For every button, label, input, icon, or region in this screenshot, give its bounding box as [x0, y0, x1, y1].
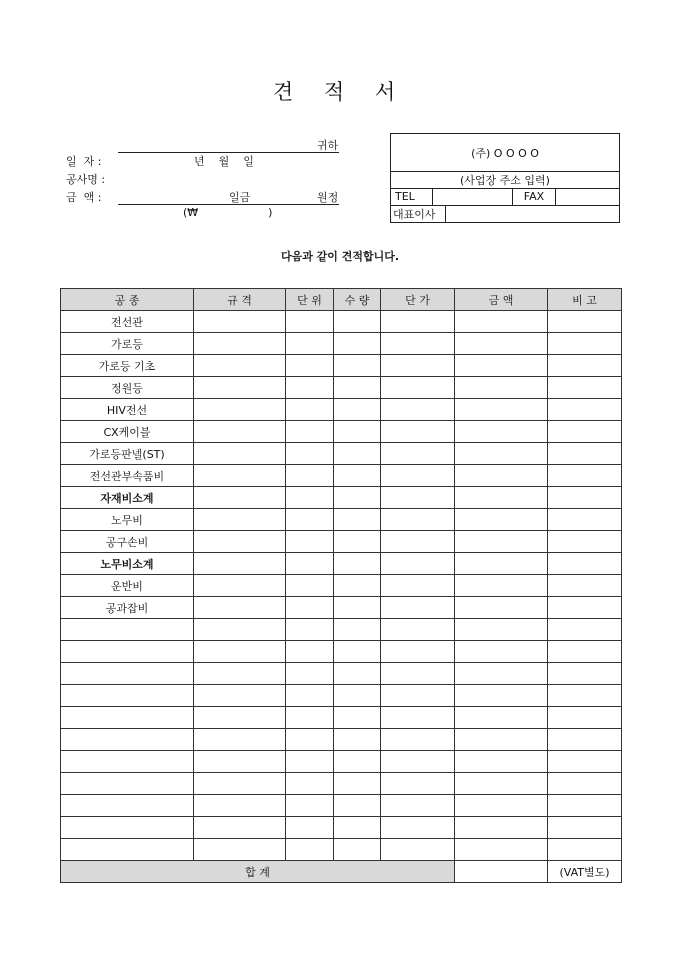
unit-price-cell[interactable] — [381, 311, 455, 333]
amount-cell[interactable] — [455, 817, 548, 839]
amount-won-field[interactable]: (₩ ) — [183, 206, 273, 219]
remarks-cell[interactable] — [548, 663, 622, 685]
remarks-cell[interactable] — [548, 773, 622, 795]
unit-price-cell[interactable] — [381, 509, 455, 531]
item-name-cell[interactable]: 전선관부속품비 — [61, 465, 194, 487]
quantity-cell[interactable] — [334, 597, 381, 619]
item-name-cell[interactable] — [61, 641, 194, 663]
table-row — [61, 355, 622, 377]
unit-cell[interactable] — [286, 311, 334, 333]
table-header-row — [61, 289, 622, 311]
header-spec: 규 격 — [194, 289, 286, 311]
vat-note: (VAT별도) — [548, 861, 622, 883]
amount-cell[interactable] — [455, 421, 548, 443]
table-row — [61, 553, 622, 575]
spec-cell[interactable] — [194, 377, 286, 399]
unit-cell[interactable] — [286, 619, 334, 641]
item-name-cell[interactable]: 자재비소계 — [61, 487, 194, 509]
item-name-cell[interactable]: 노무비 — [61, 509, 194, 531]
unit-price-cell[interactable] — [381, 465, 455, 487]
spec-cell[interactable] — [194, 773, 286, 795]
amount-label: 금 액 : — [66, 191, 102, 204]
supplier-box — [390, 133, 620, 223]
unit-price-cell[interactable] — [381, 377, 455, 399]
quantity-cell[interactable] — [334, 619, 381, 641]
amount-cell[interactable] — [455, 641, 548, 663]
total-label: 합 계 — [61, 861, 455, 883]
unit-price-cell[interactable] — [381, 751, 455, 773]
quantity-cell[interactable] — [334, 751, 381, 773]
remarks-cell[interactable] — [548, 443, 622, 465]
unit-price-cell[interactable] — [381, 707, 455, 729]
item-name-cell[interactable]: 공구손비 — [61, 531, 194, 553]
unit-cell[interactable] — [286, 333, 334, 355]
table-row — [61, 685, 622, 707]
quantity-cell[interactable] — [334, 839, 381, 861]
unit-price-cell[interactable] — [381, 443, 455, 465]
unit-cell[interactable] — [286, 707, 334, 729]
amount-cell[interactable] — [455, 729, 548, 751]
amount-cell[interactable] — [455, 355, 548, 377]
remarks-cell[interactable] — [548, 641, 622, 663]
unit-cell[interactable] — [286, 377, 334, 399]
quote-table — [60, 288, 622, 883]
amount-line — [118, 204, 339, 205]
header-amount: 금 액 — [455, 289, 548, 311]
unit-cell[interactable] — [286, 663, 334, 685]
unit-cell[interactable] — [286, 751, 334, 773]
spec-cell[interactable] — [194, 399, 286, 421]
spec-cell[interactable] — [194, 817, 286, 839]
quantity-cell[interactable] — [334, 355, 381, 377]
quantity-cell[interactable] — [334, 509, 381, 531]
remarks-cell[interactable] — [548, 685, 622, 707]
remarks-cell[interactable] — [548, 729, 622, 751]
table-row — [61, 333, 622, 355]
amount-prefix: 일금 — [229, 191, 251, 204]
unit-cell[interactable] — [286, 839, 334, 861]
project-label: 공사명 : — [66, 173, 106, 186]
quantity-cell[interactable] — [334, 421, 381, 443]
item-name-cell[interactable]: 가로등판넬(ST) — [61, 443, 194, 465]
item-name-cell[interactable]: 가로등 — [61, 333, 194, 355]
item-name-cell[interactable]: CX케이블 — [61, 421, 194, 443]
header-work-type: 공 종 — [61, 289, 194, 311]
spec-cell[interactable] — [194, 685, 286, 707]
unit-cell[interactable] — [286, 817, 334, 839]
unit-price-cell[interactable] — [381, 663, 455, 685]
table-row — [61, 509, 622, 531]
item-name-cell[interactable] — [61, 773, 194, 795]
item-name-cell[interactable] — [61, 817, 194, 839]
item-name-cell[interactable] — [61, 663, 194, 685]
unit-price-cell[interactable] — [381, 773, 455, 795]
quantity-cell[interactable] — [334, 663, 381, 685]
amount-cell[interactable] — [455, 795, 548, 817]
table-row — [61, 465, 622, 487]
date-field[interactable]: 년 월 일 — [194, 155, 254, 168]
total-row — [61, 861, 622, 883]
unit-price-cell[interactable] — [381, 817, 455, 839]
quantity-cell[interactable] — [334, 685, 381, 707]
table-row — [61, 663, 622, 685]
remarks-cell[interactable] — [548, 311, 622, 333]
table-row — [61, 619, 622, 641]
amount-cell[interactable] — [455, 707, 548, 729]
unit-cell[interactable] — [286, 597, 334, 619]
spec-cell[interactable] — [194, 355, 286, 377]
unit-price-cell[interactable] — [381, 575, 455, 597]
spec-cell[interactable] — [194, 619, 286, 641]
spec-cell[interactable] — [194, 465, 286, 487]
fax-label: FAX — [513, 188, 556, 205]
amount-cell[interactable] — [455, 465, 548, 487]
remarks-cell[interactable] — [548, 553, 622, 575]
item-name-cell[interactable] — [61, 795, 194, 817]
item-name-cell[interactable]: 공과잡비 — [61, 597, 194, 619]
spec-cell[interactable] — [194, 487, 286, 509]
unit-cell[interactable] — [286, 421, 334, 443]
table-row — [61, 311, 622, 333]
amount-cell[interactable] — [455, 377, 548, 399]
quantity-cell[interactable] — [334, 311, 381, 333]
unit-price-cell[interactable] — [381, 641, 455, 663]
spec-cell[interactable] — [194, 839, 286, 861]
quantity-cell[interactable] — [334, 817, 381, 839]
unit-price-cell[interactable] — [381, 333, 455, 355]
table-row — [61, 641, 622, 663]
table-row — [61, 795, 622, 817]
unit-price-cell[interactable] — [381, 795, 455, 817]
item-name-cell[interactable] — [61, 707, 194, 729]
item-name-cell[interactable] — [61, 751, 194, 773]
greeting-text: 다음과 같이 견적합니다. — [280, 250, 400, 263]
quantity-cell[interactable] — [334, 531, 381, 553]
unit-price-cell[interactable] — [381, 619, 455, 641]
remarks-cell[interactable] — [548, 465, 622, 487]
remarks-cell[interactable] — [548, 575, 622, 597]
table-row — [61, 597, 622, 619]
header-quantity: 수 량 — [334, 289, 381, 311]
ceo-row — [391, 205, 619, 222]
quantity-cell[interactable] — [334, 377, 381, 399]
company-name: (주) O O O O — [471, 146, 539, 160]
fax-field[interactable] — [556, 188, 619, 205]
document-title: 견 적 서 — [272, 80, 408, 104]
item-name-cell[interactable]: 정원등 — [61, 377, 194, 399]
unit-cell[interactable] — [286, 575, 334, 597]
table-row — [61, 575, 622, 597]
unit-cell[interactable] — [286, 465, 334, 487]
remarks-cell[interactable] — [548, 597, 622, 619]
total-amount[interactable] — [455, 861, 548, 883]
company-row — [391, 134, 619, 172]
unit-cell[interactable] — [286, 685, 334, 707]
spec-cell[interactable] — [194, 729, 286, 751]
amount-cell[interactable] — [455, 443, 548, 465]
amount-cell[interactable] — [455, 663, 548, 685]
spec-cell[interactable] — [194, 333, 286, 355]
spec-cell[interactable] — [194, 443, 286, 465]
amount-cell[interactable] — [455, 575, 548, 597]
honorific-label: 귀하 — [317, 139, 339, 152]
table-row — [61, 377, 622, 399]
item-name-cell[interactable]: 노무비소계 — [61, 553, 194, 575]
table-row — [61, 817, 622, 839]
unit-price-cell[interactable] — [381, 399, 455, 421]
remarks-cell[interactable] — [548, 817, 622, 839]
spec-cell[interactable] — [194, 531, 286, 553]
item-name-cell[interactable] — [61, 619, 194, 641]
quantity-cell[interactable] — [334, 575, 381, 597]
remarks-cell[interactable] — [548, 619, 622, 641]
spec-cell[interactable] — [194, 795, 286, 817]
amount-cell[interactable] — [455, 531, 548, 553]
item-name-cell[interactable]: 운반비 — [61, 575, 194, 597]
unit-price-cell[interactable] — [381, 487, 455, 509]
remarks-cell[interactable] — [548, 333, 622, 355]
quantity-cell[interactable] — [334, 465, 381, 487]
unit-price-cell[interactable] — [381, 355, 455, 377]
unit-cell[interactable] — [286, 487, 334, 509]
item-name-cell[interactable]: 전선관 — [61, 311, 194, 333]
unit-price-cell[interactable] — [381, 685, 455, 707]
quantity-cell[interactable] — [334, 553, 381, 575]
table-row — [61, 729, 622, 751]
spec-cell[interactable] — [194, 707, 286, 729]
amount-cell[interactable] — [455, 839, 548, 861]
spec-cell[interactable] — [194, 641, 286, 663]
unit-cell[interactable] — [286, 795, 334, 817]
table-row — [61, 421, 622, 443]
item-name-cell[interactable] — [61, 685, 194, 707]
unit-price-cell[interactable] — [381, 421, 455, 443]
amount-cell[interactable] — [455, 685, 548, 707]
quantity-cell[interactable] — [334, 707, 381, 729]
table-row — [61, 399, 622, 421]
unit-cell[interactable] — [286, 355, 334, 377]
contact-row — [391, 188, 619, 206]
quantity-cell[interactable] — [334, 399, 381, 421]
remarks-cell[interactable] — [548, 839, 622, 861]
amount-cell[interactable] — [455, 597, 548, 619]
unit-cell[interactable] — [286, 773, 334, 795]
amount-cell[interactable] — [455, 487, 548, 509]
quantity-cell[interactable] — [334, 333, 381, 355]
quantity-cell[interactable] — [334, 641, 381, 663]
quantity-cell[interactable] — [334, 443, 381, 465]
amount-cell[interactable] — [455, 311, 548, 333]
unit-cell[interactable] — [286, 509, 334, 531]
amount-suffix: 원정 — [317, 191, 339, 204]
spec-cell[interactable] — [194, 421, 286, 443]
spec-cell[interactable] — [194, 751, 286, 773]
spec-cell[interactable] — [194, 509, 286, 531]
header-unit: 단 위 — [286, 289, 334, 311]
spec-cell[interactable] — [194, 575, 286, 597]
quantity-cell[interactable] — [334, 773, 381, 795]
remarks-cell[interactable] — [548, 795, 622, 817]
quantity-cell[interactable] — [334, 487, 381, 509]
quantity-cell[interactable] — [334, 795, 381, 817]
unit-cell[interactable] — [286, 553, 334, 575]
spec-cell[interactable] — [194, 597, 286, 619]
remarks-cell[interactable] — [548, 355, 622, 377]
date-label: 일 자 : — [66, 155, 102, 168]
header-unit-price: 단 가 — [381, 289, 455, 311]
amount-cell[interactable] — [455, 333, 548, 355]
table-row — [61, 443, 622, 465]
tel-label: TEL — [391, 188, 433, 205]
unit-cell[interactable] — [286, 399, 334, 421]
remarks-cell[interactable] — [548, 377, 622, 399]
unit-cell[interactable] — [286, 729, 334, 751]
unit-price-cell[interactable] — [381, 553, 455, 575]
remarks-cell[interactable] — [548, 751, 622, 773]
tel-field[interactable] — [433, 188, 513, 205]
table-row — [61, 773, 622, 795]
address-text: (사업장 주소 입력) — [460, 173, 550, 187]
amount-cell[interactable] — [455, 773, 548, 795]
amount-cell[interactable] — [455, 399, 548, 421]
unit-price-cell[interactable] — [381, 597, 455, 619]
remarks-cell[interactable] — [548, 509, 622, 531]
unit-cell[interactable] — [286, 443, 334, 465]
item-name-cell[interactable] — [61, 839, 194, 861]
item-name-cell[interactable] — [61, 729, 194, 751]
remarks-cell[interactable] — [548, 487, 622, 509]
spec-cell[interactable] — [194, 663, 286, 685]
ceo-label: 대표이사 — [391, 205, 446, 222]
table-row — [61, 531, 622, 553]
item-name-cell[interactable]: HIV전선 — [61, 399, 194, 421]
table-row — [61, 751, 622, 773]
unit-price-cell[interactable] — [381, 729, 455, 751]
amount-cell[interactable] — [455, 553, 548, 575]
amount-cell[interactable] — [455, 751, 548, 773]
unit-cell[interactable] — [286, 531, 334, 553]
remarks-cell[interactable] — [548, 707, 622, 729]
address-row — [391, 171, 619, 189]
amount-cell[interactable] — [455, 509, 548, 531]
unit-price-cell[interactable] — [381, 839, 455, 861]
table-row — [61, 707, 622, 729]
unit-price-cell[interactable] — [381, 531, 455, 553]
unit-cell[interactable] — [286, 641, 334, 663]
remarks-cell[interactable] — [548, 399, 622, 421]
remarks-cell[interactable] — [548, 531, 622, 553]
header-remarks: 비 고 — [548, 289, 622, 311]
table-row — [61, 487, 622, 509]
table-row — [61, 839, 622, 861]
quantity-cell[interactable] — [334, 729, 381, 751]
item-name-cell[interactable]: 가로등 기초 — [61, 355, 194, 377]
spec-cell[interactable] — [194, 311, 286, 333]
amount-cell[interactable] — [455, 619, 548, 641]
ceo-field[interactable] — [446, 205, 619, 222]
spec-cell[interactable] — [194, 553, 286, 575]
remarks-cell[interactable] — [548, 421, 622, 443]
